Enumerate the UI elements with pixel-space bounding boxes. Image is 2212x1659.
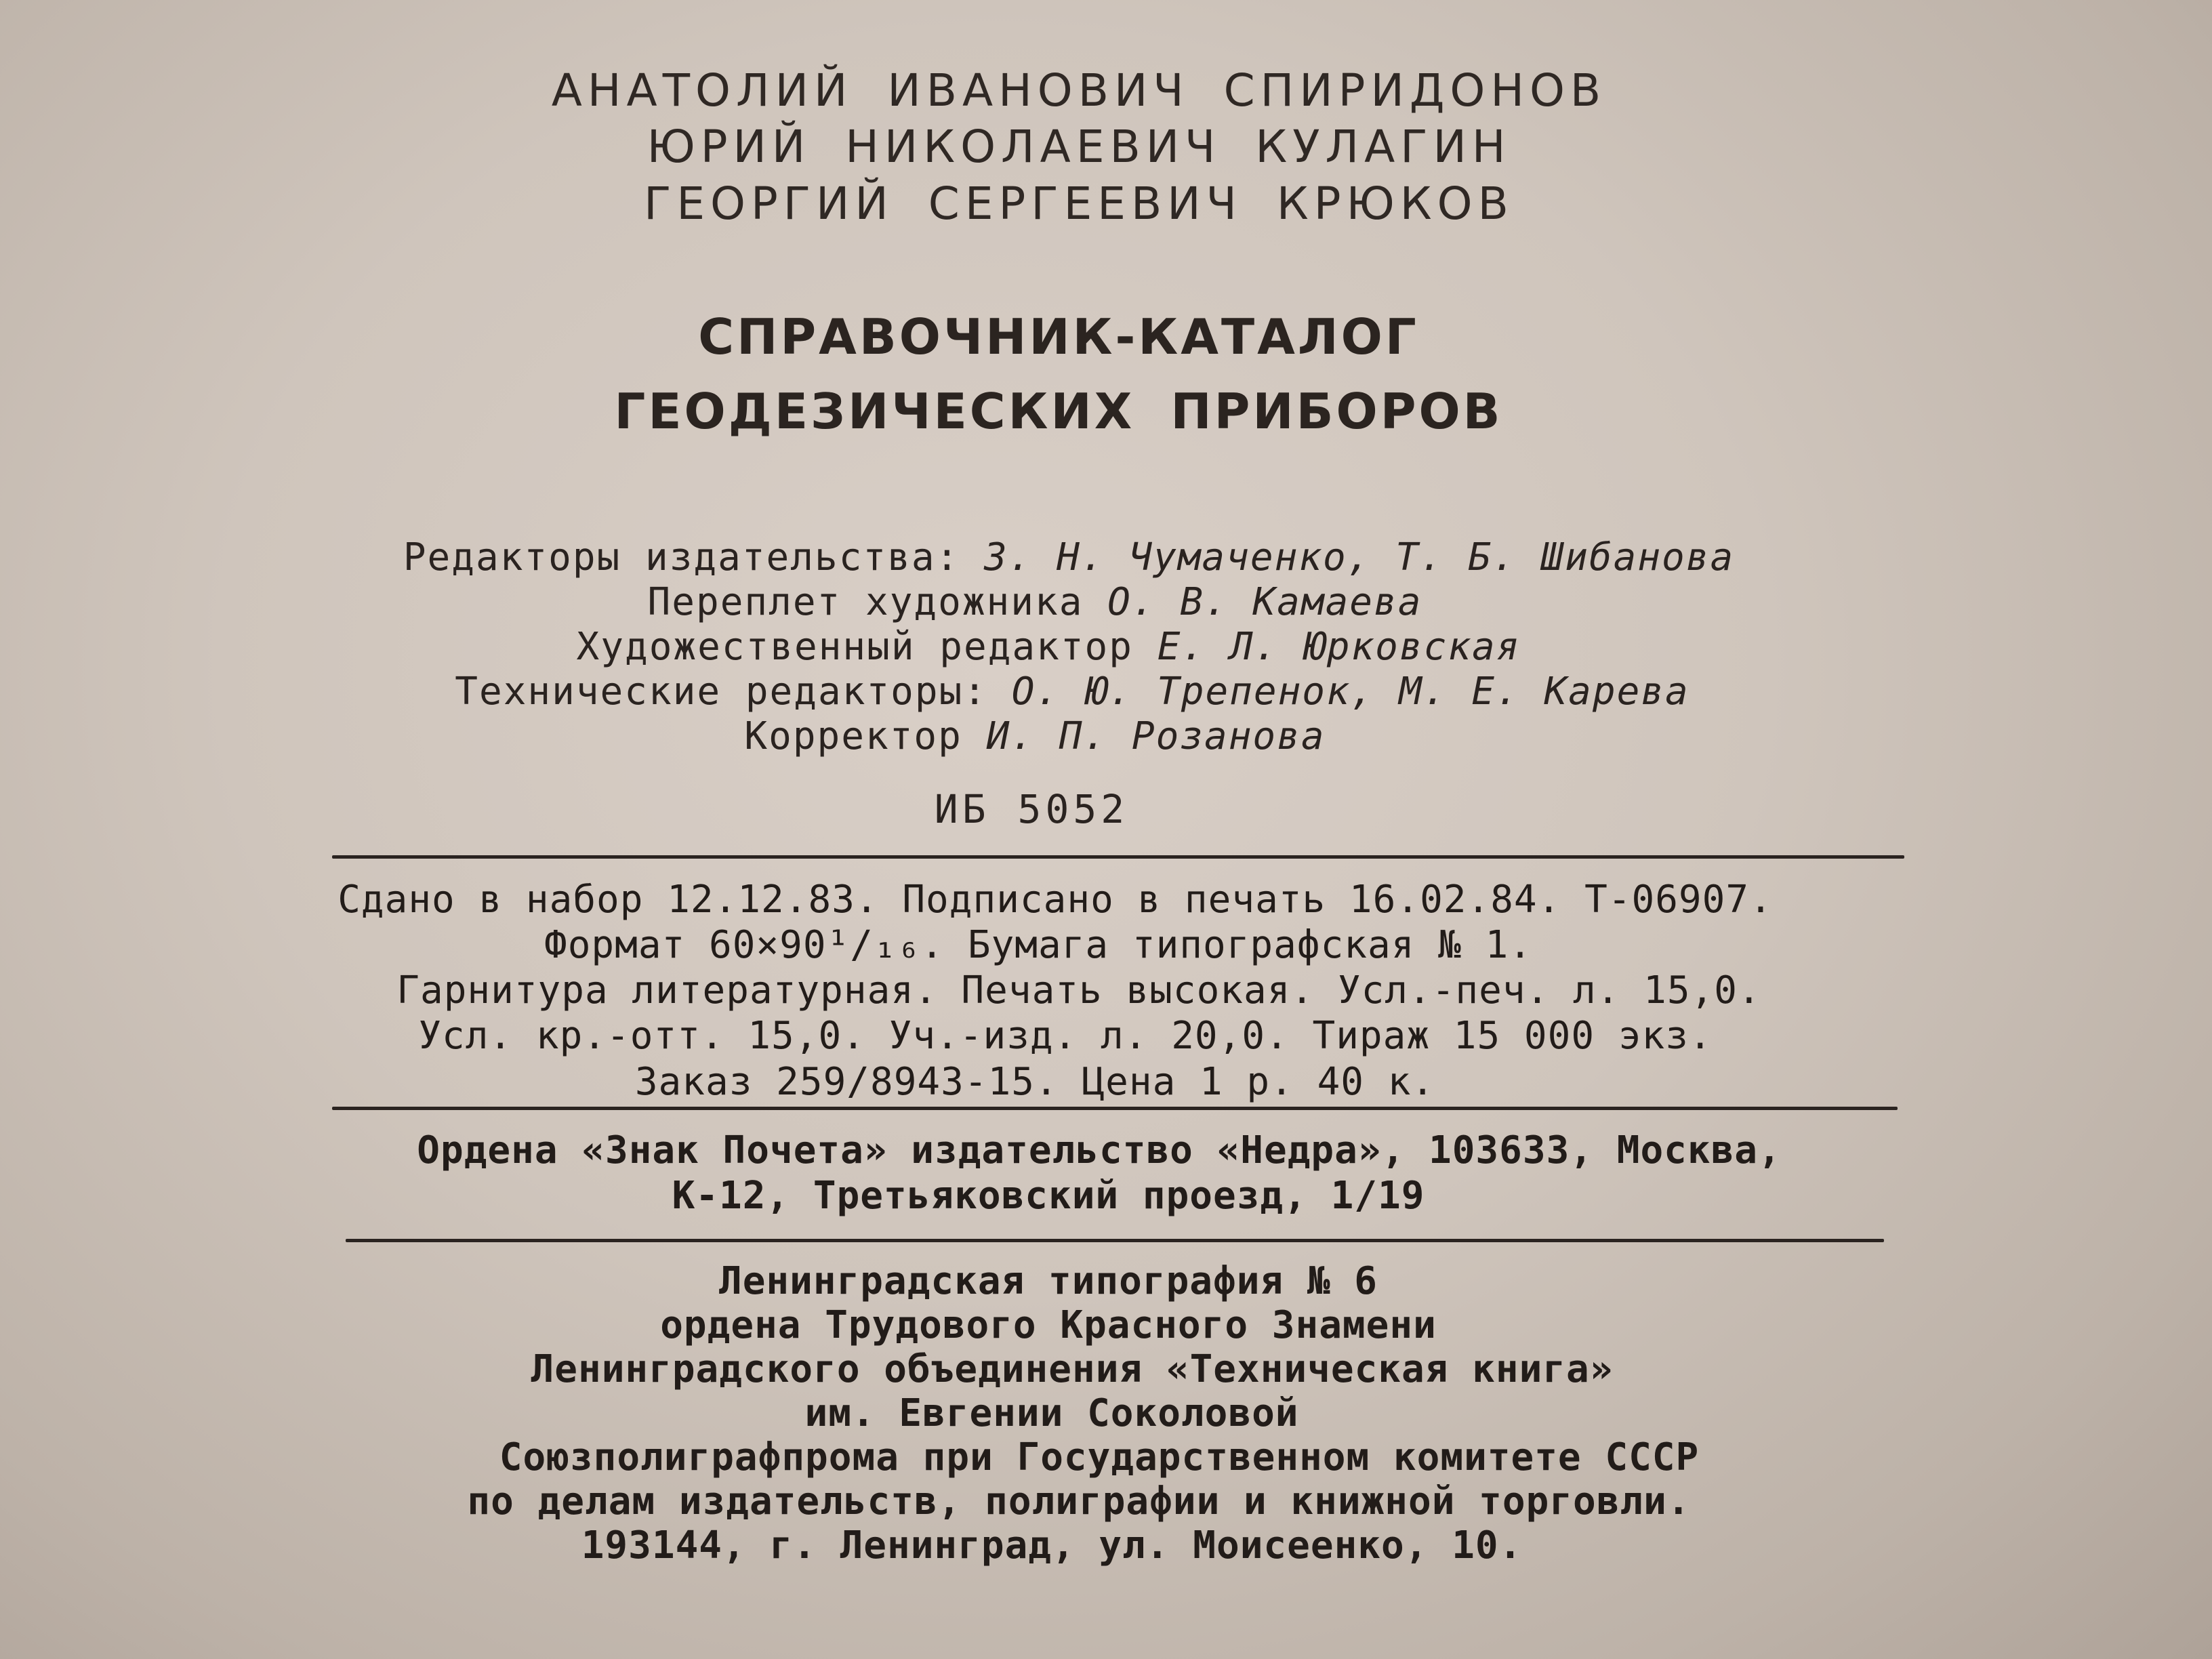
- credit-role: Корректор: [744, 714, 962, 758]
- author-2: ЮРИЙ НИКОЛАЕВИЧ КУЛАГИН: [647, 121, 1511, 173]
- book-title-line-1: СПРАВОЧНИК-КАТАЛОГ: [698, 308, 1419, 365]
- publisher-line-2: К-12, Третьяковский проезд, 1/19: [672, 1174, 1425, 1218]
- author-1: АНАТОЛИЙ ИВАНОВИЧ СПИРИДОНОВ: [551, 64, 1607, 117]
- divider-rule-1: [332, 855, 1904, 859]
- printer-line-2: ордена Трудового Красного Знамени: [660, 1303, 1437, 1347]
- credit-role: Переплет художника: [647, 580, 1084, 624]
- credit-names: Е. Л. Юрковская: [1157, 625, 1521, 669]
- ib-number: ИБ 5052: [934, 786, 1129, 832]
- imprint-line-2: Формат 60×90¹/₁₆. Бумага типографская № 1.: [544, 923, 1533, 967]
- divider-rule-3: [346, 1239, 1884, 1242]
- printer-line-1: Ленинградская типография № 6: [718, 1259, 1378, 1303]
- printer-line-7: 193144, г. Ленинград, ул. Моисеенко, 10.: [581, 1523, 1523, 1568]
- author-3: ГЕОРГИЙ СЕРГЕЕВИЧ КРЮКОВ: [644, 178, 1514, 230]
- credit-names: О. Ю. Трепенок, М. Е. Карева: [1011, 670, 1689, 714]
- divider-rule-2: [332, 1107, 1898, 1110]
- book-title-line-2: ГЕОДЕЗИЧЕСКИХ ПРИБОРОВ: [614, 383, 1503, 440]
- printer-line-5: Союзполиграфпрома при Государственном комитете СССР: [499, 1435, 1700, 1479]
- credit-publishing-editors: [0, 535, 2175, 579]
- credit-names: И. П. Розанова: [986, 714, 1326, 758]
- publisher-line-1: Ордена «Знак Почета» издательство «Недра», 103633, Москва,: [417, 1128, 1782, 1172]
- imprint-line-3: Гарнитура литературная. Печать высокая. Усл.-печ. л. 15,0.: [396, 968, 1761, 1012]
- credit-proofreader: [0, 714, 2141, 758]
- credit-names: З. Н. Чумаченко, Т. Б. Шибанова: [984, 535, 1735, 579]
- printer-line-3: Ленинградского объединения «Техническая книга»: [531, 1347, 1614, 1391]
- credit-art-editor: [0, 625, 2154, 669]
- credit-names: О. В. Камаева: [1107, 580, 1422, 624]
- credit-role: Технические редакторы:: [455, 670, 987, 714]
- printer-line-6: по делам издательств, полиграфии и книжной торговли.: [467, 1479, 1691, 1523]
- imprint-line-5: Заказ 259/8943-15. Цена 1 р. 40 к.: [634, 1060, 1435, 1104]
- credit-binding-artist: [0, 580, 2141, 624]
- imprint-line-4: Усл. кр.-отт. 15,0. Уч.-изд. л. 20,0. Тираж 15 000 экз.: [418, 1014, 1713, 1058]
- credit-technical-editors: [0, 670, 2178, 714]
- printer-line-4: им. Евгении Соколовой: [804, 1391, 1299, 1435]
- imprint-line-1: Сдано в набор 12.12.83. Подписано в печать 16.02.84. Т-06907.: [337, 878, 1773, 922]
- credit-role: Редакторы издательства:: [403, 535, 960, 579]
- credit-role: Художественный редактор: [576, 625, 1133, 669]
